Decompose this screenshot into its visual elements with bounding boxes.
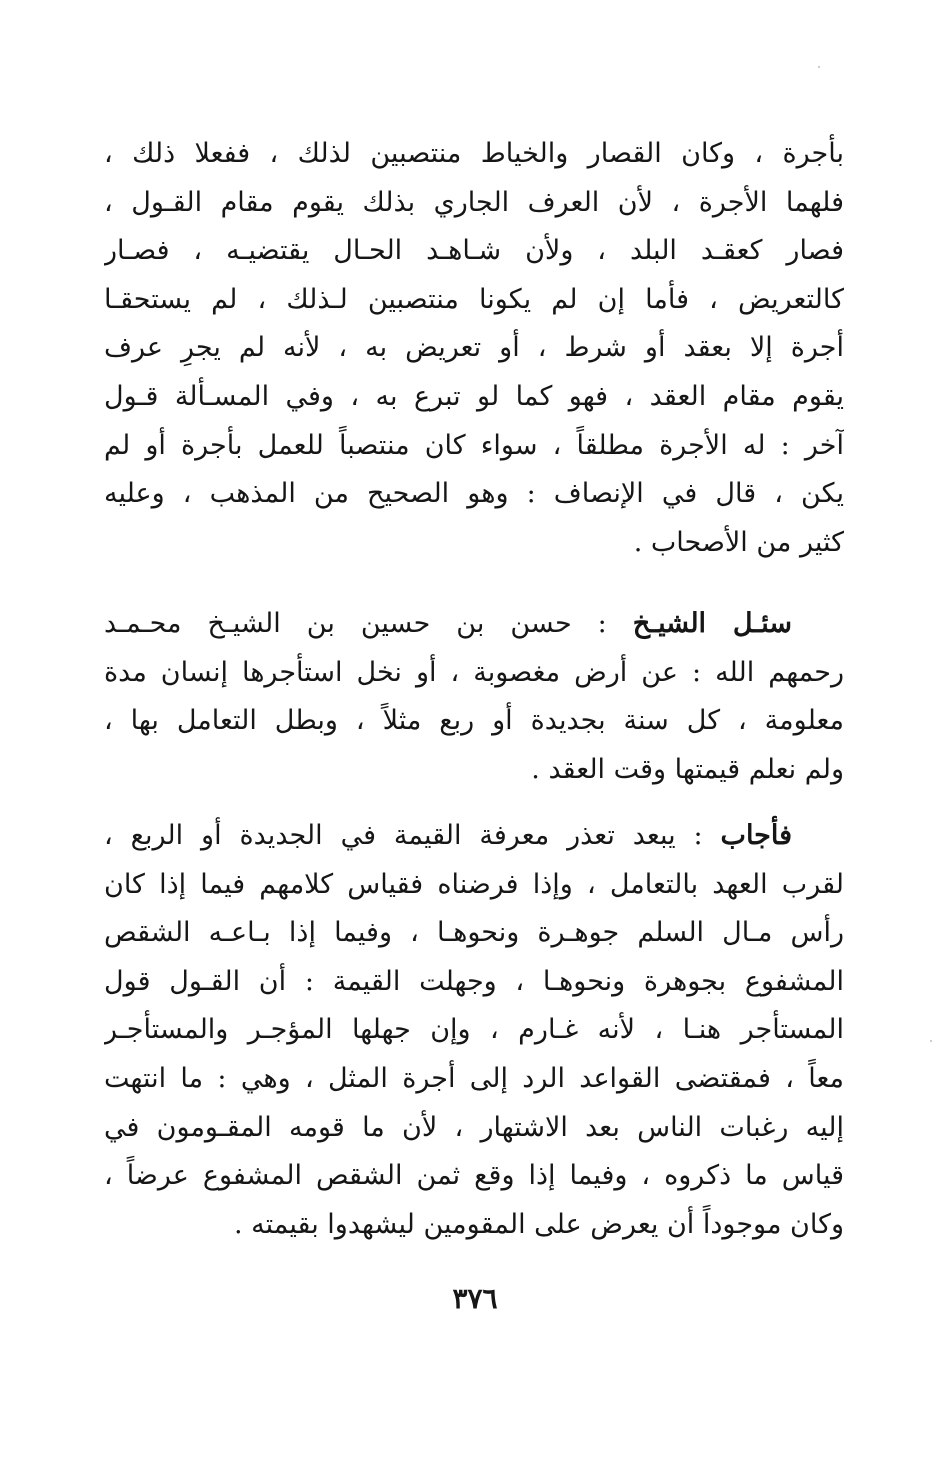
paragraph-3-line-2: لقرب العهد بالتعامل ، وإذا فرضناه فقياس كلامهم فيما إذا كان [104, 868, 844, 900]
paragraph-3-answer [104, 812, 844, 1249]
paragraph-3-line-1 [104, 812, 844, 861]
paragraph-1-line-7: آخر : له الأجرة مطلقاً ، سواء كان منتصباً للعمل بأجرة أو لم [104, 429, 844, 461]
paragraph-2-line-2: رحمهم الله : عن أرض مغصوبة ، أو نخل استأجرها إنسان مدة [104, 656, 844, 688]
paragraph-2-line-1 [104, 600, 844, 649]
paragraph-2-line-4: ولم نعلم قيمتها وقت العقد . [531, 753, 844, 785]
paragraph-1-line-4: كالتعريض ، فأما إن لم يكونا منتصبين لـذلك ، لم يستحقـا [104, 283, 844, 315]
paragraph-3-line-9: وكان موجوداً أن يعرض على المقومين ليشهدوا بقيمته . [233, 1208, 844, 1240]
paragraph-3-line-7: إليه رغبات الناس بعد الاشتهار ، لأن ما قومه المقـومون في [104, 1111, 844, 1143]
paragraph-2-line-3: معلومة ، كل سنة بجديدة أو ربع مثلاً ، وبطل التعامل بها ، [104, 705, 844, 737]
paragraph-3-line-6: معاً ، فمقتضى القواعد الرد إلى أجرة المثل ، وهي : ما انتهت [104, 1062, 844, 1094]
answer-lead: فأجاب [720, 820, 792, 851]
question-first-line-rest: : حسن بن حسين بن الشيـخ محـمـد [104, 608, 633, 639]
paragraph-3-line-8: قياس ما ذكروه ، وفيما إذا وقع ثمن الشقص المشفوع عرضاً ، [104, 1160, 844, 1192]
paragraph-3-line-4: المشفوع بجوهرة ونحوهـا ، وجهلت القيمة : أن القـول قول [104, 965, 844, 997]
paragraph-1-line-2: فلهما الأجرة ، لأن العرف الجاري بذلك يقوم مقام القـول ، [104, 186, 844, 218]
paragraph-1-line-9: كثير من الأصحاب . [633, 526, 844, 558]
paragraph-3-line-3: رأس مـال السلم جوهـرة ونحوهـا ، وفيما إذا بـاعـه الشقص [104, 917, 844, 949]
paragraph-1-line-3: فصار كعقـد البلد ، ولأن شـاهـد الحـال يقتضيـه ، فصـار [104, 235, 844, 267]
paragraph-1 [104, 130, 844, 567]
paragraph-1-line-1: بأجرة ، وكان القصار والخياط منتصبين لذلك ، ففعلا ذلك ، [104, 138, 844, 169]
paragraph-1-line-6: يقوم مقام العقد ، فهو كما لو تبرع به ، وفي المسـألة قـول [104, 380, 844, 412]
scan-speck [818, 66, 820, 68]
paragraph-1-line-8: يكن ، قال في الإنصاف : وهو الصحيح من المذهب ، وعليه [104, 478, 844, 510]
scan-speck [930, 1040, 932, 1042]
paragraph-2-question [104, 600, 844, 794]
question-lead: سئـل الشيـخ [632, 608, 792, 639]
page-number: ٣٧٦ [452, 1282, 498, 1315]
paragraph-3-line-5: المستأجر هنـا ، لأنه غـارم ، وإن جهلها المؤجـر والمستأجـر [104, 1014, 844, 1046]
paragraph-1-line-5: أجرة إلا بعقد أو شرط ، أو تعريض به ، لأنه لم يجرِ عرف [104, 332, 844, 364]
answer-first-line-rest: : يبعد تعذر معرفة القيمة في الجديدة أو الربع ، [104, 820, 721, 851]
